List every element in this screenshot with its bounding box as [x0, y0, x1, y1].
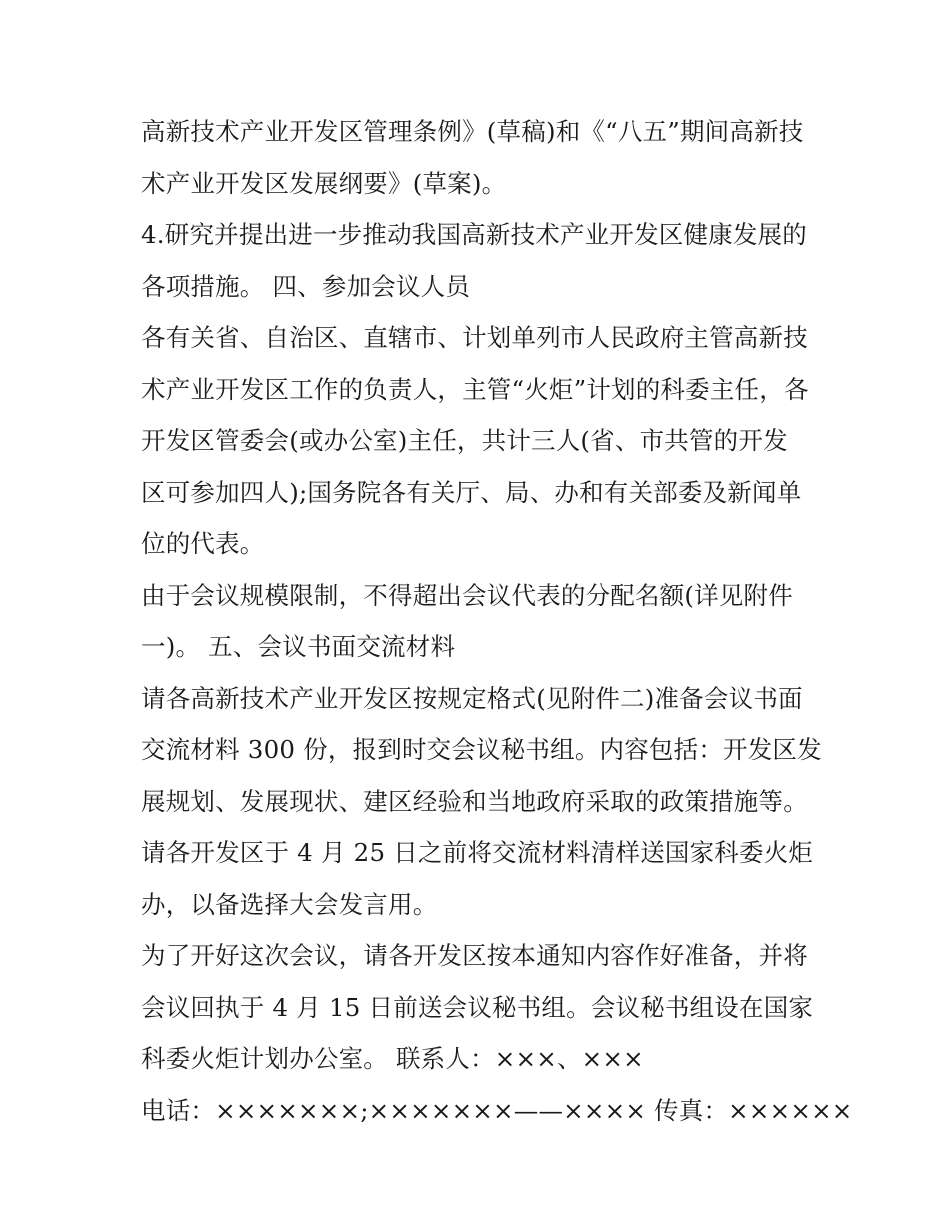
text-line: 各项措施。 四、参加会议人员 [141, 271, 471, 301]
text-line: 办，以备选择大会发言用。 [141, 889, 438, 919]
text-line: 术产业开发区发展纲要》(草案)。 [141, 168, 507, 198]
text-line: 一)。 五、会议书面交流材料 [141, 632, 456, 661]
text-line: 术产业开发区工作的负责人，主管“火炬”计划的科委主任，各 [141, 374, 809, 404]
text-line: 请各高新技术产业开发区按规定格式(见附件二)准备会议书面 [141, 683, 803, 713]
text-line: 科委火炬计划办公室。 联系人：×××、××× [141, 1044, 644, 1073]
text-line: 各有关省、自治区、直辖市、计划单列市人民政府主管高新技 [141, 323, 808, 352]
text-line: 电话：×××××××;×××××××——×××× 传真：×××××× [141, 1095, 853, 1125]
text-line: 交流材料 300 份，报到时交会议秘书组。内容包括：开发区发 [141, 735, 822, 764]
text-line: 4.研究并提出进一步推动我国高新技术产业开发区健康发展的 [141, 220, 807, 249]
text-line: 会议回执于 4 月 15 日前送会议秘书组。会议秘书组设在国家 [141, 992, 814, 1022]
text-line: 请各开发区于 4 月 25 日之前将交流材料清样送国家科委火炬 [141, 838, 814, 867]
document-body [141, 106, 853, 1136]
text-line: 区可参加四人);国务院各有关厅、局、办和有关部委及新闻单 [141, 477, 802, 507]
text-line: 高新技术产业开发区管理条例》(草稿)和《“八五”期间高新技 [141, 117, 804, 146]
text-line: 位的代表。 [141, 529, 265, 558]
text-line: 开发区管委会(或办公室)主任，共计三人(省、市共管的开发 [141, 426, 788, 455]
text-line: 展规划、发展现状、建区经验和当地政府采取的政策措施等。 [141, 786, 808, 816]
text-line: 为了开好这次会议，请各开发区按本通知内容作好准备，并将 [141, 941, 808, 970]
text-line: 由于会议规模限制，不得超出会议代表的分配名额(详见附件 [141, 580, 793, 610]
